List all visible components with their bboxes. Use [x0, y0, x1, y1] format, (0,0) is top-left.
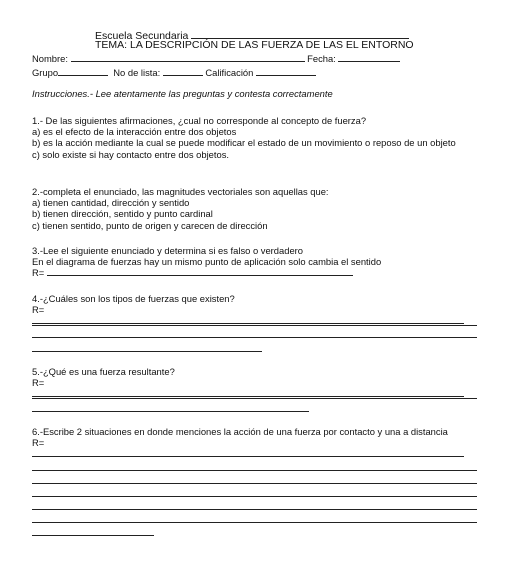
question-6-stem: 6.-Escribe 2 situaciones en donde menciones la acción de una fuerza por contacto y una a distancia [32, 426, 448, 437]
list-number-field[interactable] [163, 67, 203, 76]
question-6-answer-row [32, 437, 477, 459]
question-2 [32, 186, 477, 231]
question-5-answer-field[interactable] [32, 388, 464, 397]
date-label: Fecha: [307, 53, 336, 64]
question-3-statement: En el diagrama de fuerzas hay un mismo punto de aplicación solo cambia el sentido [32, 256, 382, 268]
question-3-answer-field[interactable] [47, 267, 353, 276]
group-row [32, 67, 316, 78]
question-6-answer-field[interactable] [32, 448, 464, 457]
question-2-option-b[interactable]: b) tienen dirección, sentido y punto cardinal [32, 208, 213, 220]
question-6-answer-line-6[interactable] [32, 522, 477, 523]
question-1-option-c[interactable]: c) solo existe si hay contacto entre dos objetos. [32, 148, 229, 160]
question-6-answer-line-5[interactable] [32, 509, 477, 510]
question-5 [32, 366, 477, 400]
question-1-option-b[interactable]: b) es la acción mediante la cual se puede modificar el estado de un movimiento o reposo de un objeto [32, 137, 456, 149]
question-3-answer-row [32, 267, 477, 278]
school-label: Escuela Secundaria [95, 30, 189, 42]
question-5-answer-line-2[interactable] [32, 398, 477, 399]
grade-field[interactable] [256, 67, 316, 76]
group-label: Grupo [32, 67, 59, 78]
question-4-stem: 4.-¿Cuáles son los tipos de fuerzas que existen? [32, 293, 235, 304]
list-number-label: No de lista: [113, 67, 161, 78]
question-6-answer-line-7[interactable] [32, 535, 154, 536]
question-4-answer-line-4[interactable] [32, 351, 262, 352]
question-1-stem: 1.- De las siguientes afirmaciones, ¿cual no corresponde al concepto de fuerza? [32, 115, 367, 126]
question-4 [32, 293, 477, 327]
question-6-answer-label: R= [32, 437, 45, 449]
question-4-answer-row [32, 304, 477, 326]
question-3-stem: 3.-Lee el siguiente enunciado y determina si es falso o verdadero [32, 245, 304, 256]
question-3-answer-label: R= [32, 267, 45, 279]
group-field[interactable] [58, 67, 108, 76]
name-date-row [32, 53, 400, 64]
name-field[interactable] [71, 53, 305, 62]
question-3 [32, 245, 477, 279]
instructions: Instrucciones.- Lee atentamente las preguntas y contesta correctamente [32, 88, 333, 99]
school-blank[interactable] [191, 30, 409, 39]
worksheet-title: TEMA: LA DESCRIPCIÓN DE LAS FUERZA DE LAS EL ENTORNO [95, 39, 414, 51]
question-4-answer-line-3[interactable] [32, 337, 477, 338]
question-5-answer-label: R= [32, 377, 45, 389]
question-5-stem: 5.-¿Qué es una fuerza resultante? [32, 366, 175, 377]
date-field[interactable] [338, 53, 400, 62]
question-6 [32, 426, 477, 460]
question-4-answer-label: R= [32, 304, 45, 316]
question-1-option-a[interactable]: a) es el efecto de la interacción entre dos objetos [32, 126, 237, 138]
question-2-option-a[interactable]: a) tienen cantidad, dirección y sentido [32, 197, 190, 209]
question-4-answer-line-2[interactable] [32, 325, 477, 326]
question-4-answer-field[interactable] [32, 315, 464, 324]
question-6-answer-line-4[interactable] [32, 496, 477, 497]
question-5-answer-row [32, 377, 477, 399]
question-2-stem: 2.-completa el enunciado, las magnitudes vectoriales son aquellas que: [32, 186, 329, 197]
question-2-option-c[interactable]: c) tienen sentido, punto de origen y carecen de dirección [32, 219, 268, 231]
name-label: Nombre: [32, 53, 68, 64]
question-6-answer-line-3[interactable] [32, 483, 477, 484]
question-1 [32, 115, 477, 160]
grade-label: Calificación [205, 67, 254, 78]
question-6-answer-line-2[interactable] [32, 470, 477, 471]
question-5-answer-line-3[interactable] [32, 411, 309, 412]
